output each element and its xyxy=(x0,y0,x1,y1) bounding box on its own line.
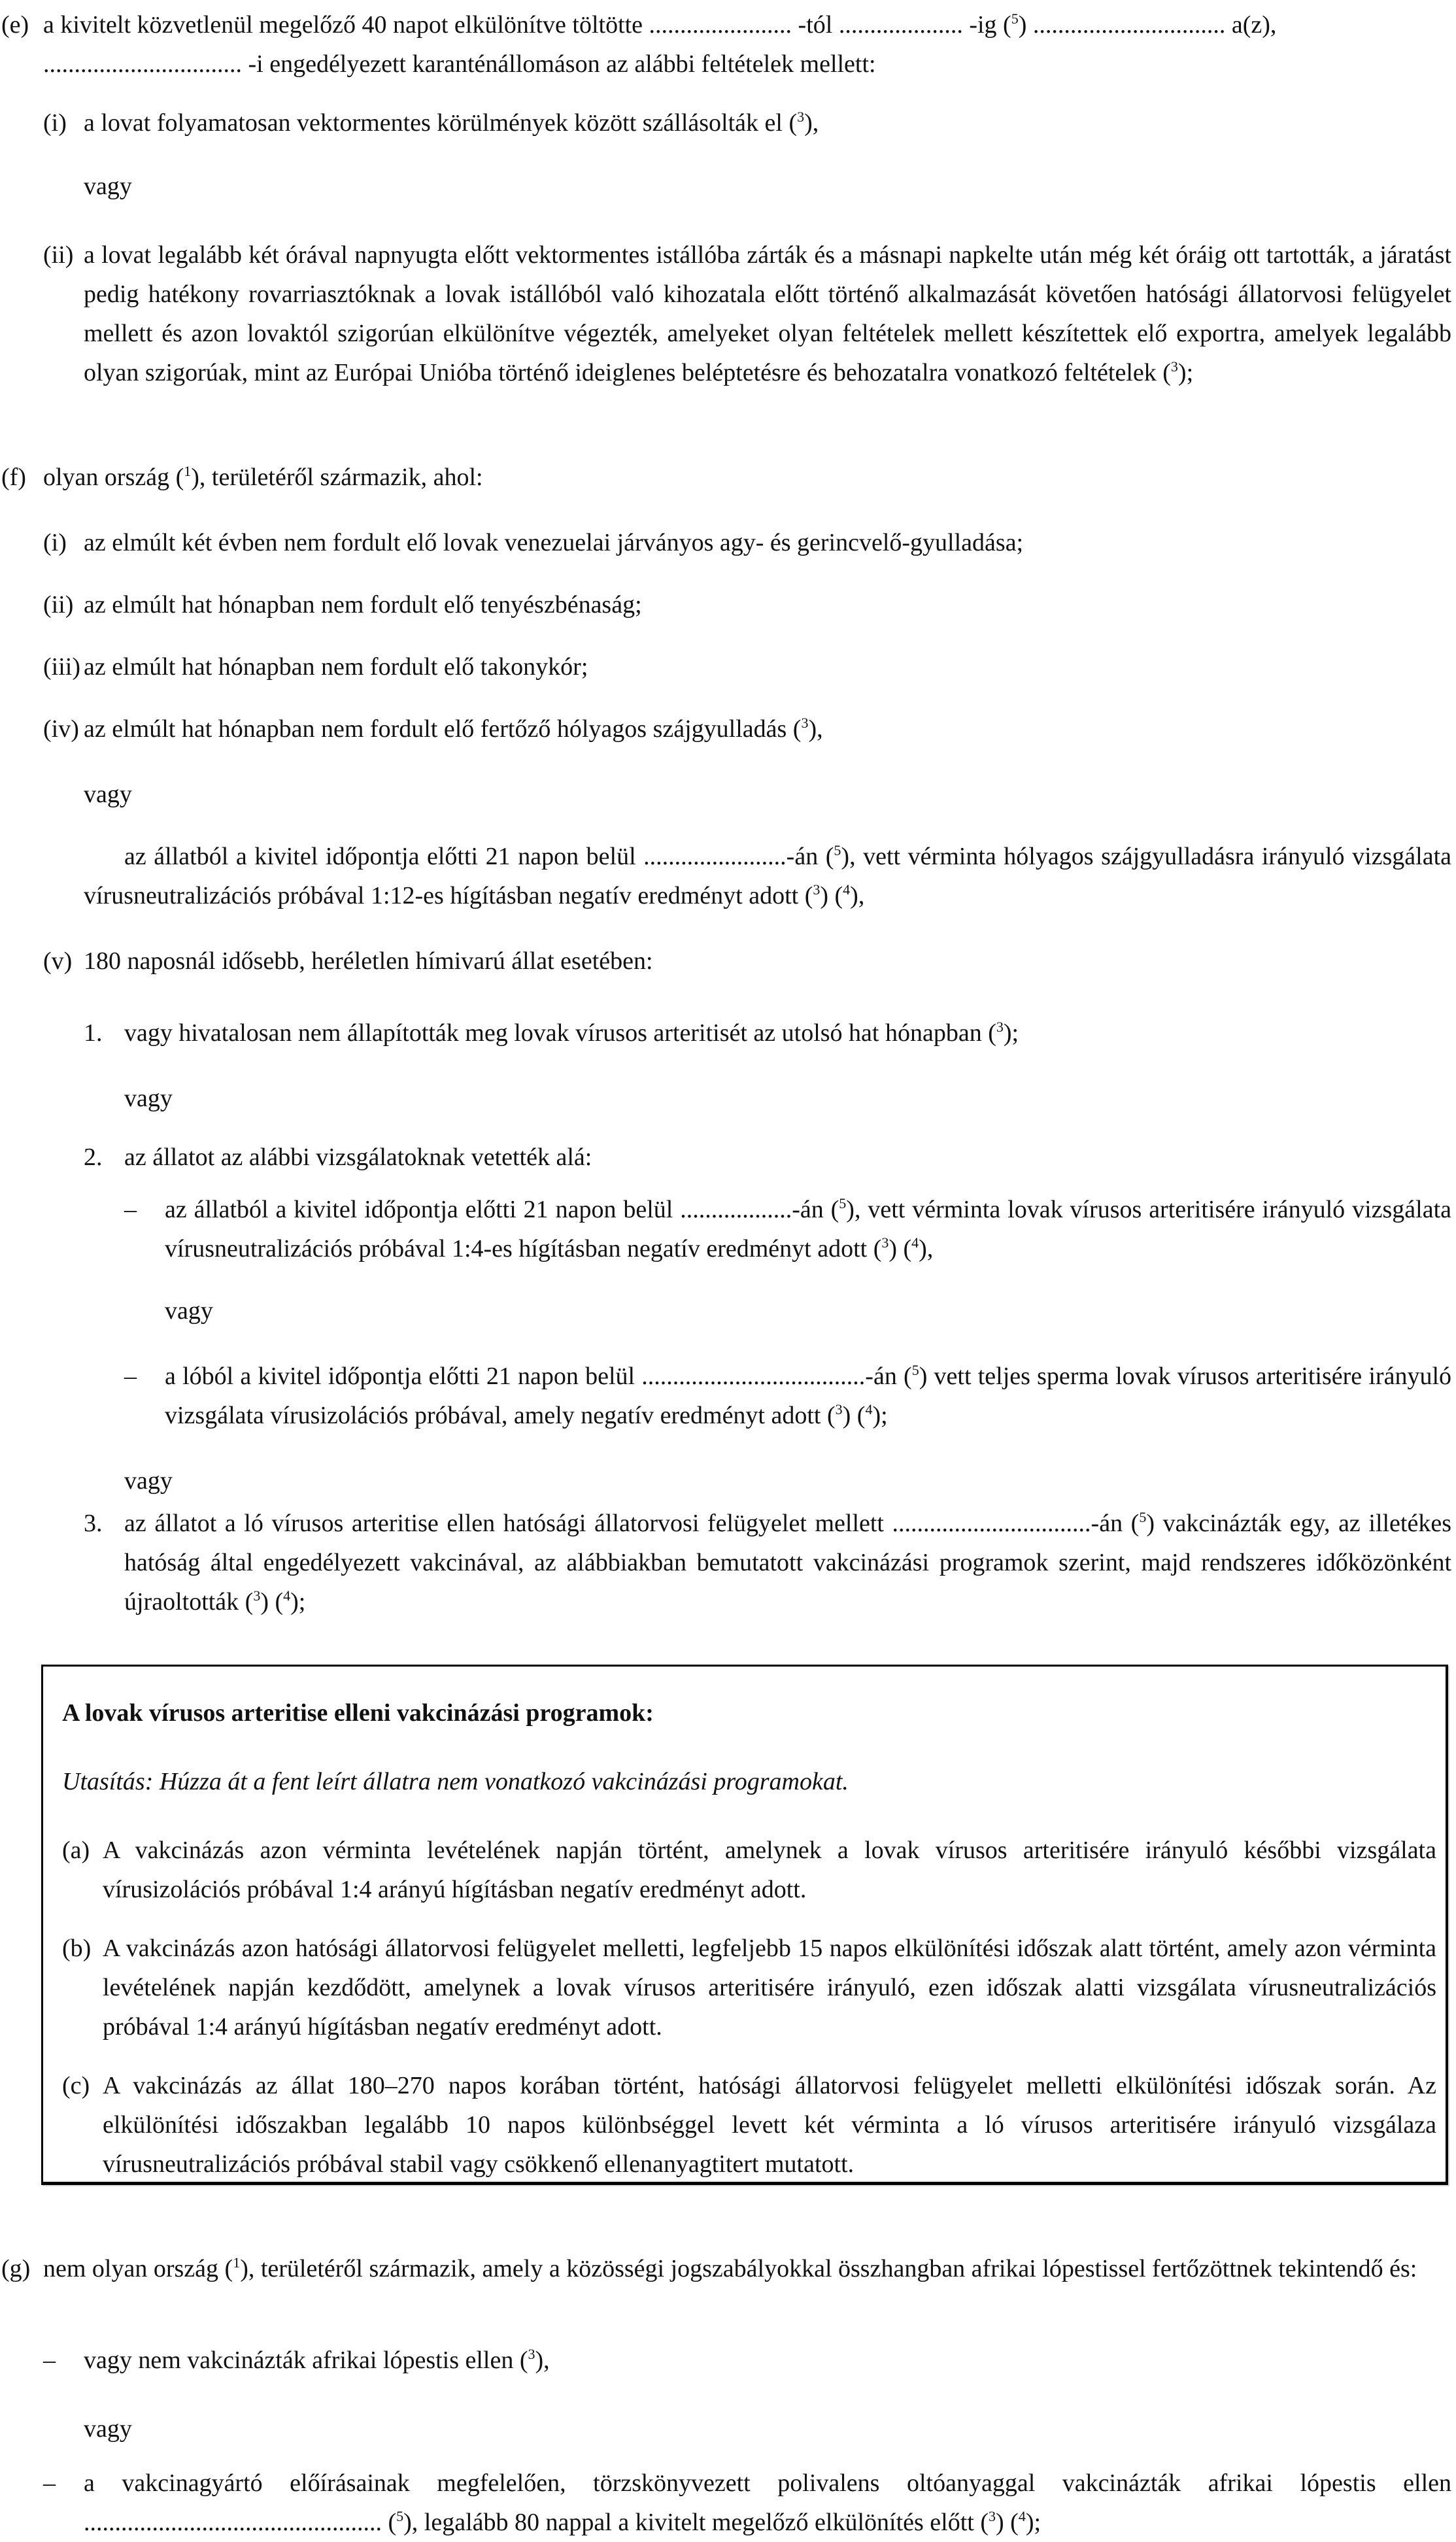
section-e-line1: a kivitelt közvetlenül megelőző 40 napot elkülönítve töltötte ....................... -tól .................... -ig ($^5$) ............................... a(z), xyxy=(43,10,1277,39)
item-label-e-i: (i) xyxy=(43,109,67,137)
item-label-e-ii: (ii) xyxy=(43,241,74,269)
section-v-3-text: az állatot a ló vírusos arteritise ellen hatósági állatorvosi felügyelet mellett ................................-án ($^5$) vakcinázták egy, az illetékes hatóság által engedélyezett vakcinával, az alábbiakban bemutatott vakcinázási programok szerint, majd rendszeres időközönként újraoltották ($^3$) ($^4$); xyxy=(124,1509,1452,1616)
section-f-iii-text: az elmúlt hat hónapban nem fordult elő takonykór; xyxy=(84,653,588,681)
dash-bullet: – xyxy=(124,1196,137,1223)
dash-bullet: – xyxy=(43,2347,56,2374)
or-connector: vagy xyxy=(124,1085,173,1112)
item-label-f-iv: (iv) xyxy=(43,715,79,743)
item-label-v-2: 2. xyxy=(84,1144,103,1171)
box-item-b-text: A vakcinázás azon hatósági állatorvosi felügyelet melletti, legfeljebb 15 napos elkülönítési időszak alatt történt, amely azon vérminta levételének napján kezdődött, amelynek a lovak vírusos arteritisére irányuló, ezen időszak alatti vizsgálata vírusneutralizációs próbával 1:4 arányú hígításban negatív eredményt adott. xyxy=(103,1935,1436,2041)
dash-bullet: – xyxy=(124,1363,137,1390)
item-label-f-iii: (iii) xyxy=(43,653,80,681)
section-f-v-text: 180 naposnál idősebb, heréletlen hímivarú állat esetében: xyxy=(84,947,653,975)
item-label-f: (f) xyxy=(1,464,26,491)
box-item-c-text: A vakcinázás az állat 180–270 napos korában történt, hatósági állatorvosi felügyelet melletti elkülönítési időszak során. Az elkülönítési időszakban legalább 10 napos különbséggel levett két vérminta a ló vírusos arteritisére irányuló vizsgálaza vírusneutralizációs próbával stabil vagy csökkenő ellenanyagtitert mutatott. xyxy=(103,2072,1436,2178)
section-f-i-text: az elmúlt két évben nem fordult elő lovak venezuelai járványos agy- és gerincvelő-gyulladása; xyxy=(84,529,1024,556)
item-label-v-3: 3. xyxy=(84,1510,103,1537)
item-label-g: (g) xyxy=(1,2255,31,2282)
box-item-label-b: (b) xyxy=(62,1935,92,1962)
section-g-text: nem olyan ország ($^1$), területéről származik, amely a közösségi jogszabályokkal összhangban afrikai lópestissel fertőzöttnek tekintendő és: xyxy=(43,2254,1417,2282)
or-connector: vagy xyxy=(84,173,132,200)
box-title: A lovak vírusos arteritise elleni vakcinázási programok: xyxy=(62,1699,654,1727)
or-connector: vagy xyxy=(84,2415,132,2443)
section-f-ii-text: az elmúlt hat hónapban nem fordult elő tenyészbénaság; xyxy=(84,591,642,619)
box-item-a-text: A vakcinázás azon vérminta levételének napján történt, amelynek a lovak vírusos arteritisére irányuló későbbi vizsgálata vírusizolációs próbával 1:4 arányú hígításban negatív eredményt adott. xyxy=(103,1837,1436,1903)
item-label-e: (e) xyxy=(1,11,29,39)
item-label-v-1: 1. xyxy=(84,1019,103,1047)
section-v-2-text: az állatot az alábbi vizsgálatoknak vetették alá: xyxy=(124,1144,592,1171)
section-f-iv-alt-text: az állatból a kivitel időpontja előtti 21 napon belül .......................-án ($^5$), vett vérminta hólyagos szájgyulladásra irányuló vizsgálata vírusneutralizációs próbával 1:12-es hígításban negatív eredményt adott ($^3$) ($^4$), xyxy=(84,842,1451,909)
box-item-label-a: (a) xyxy=(62,1837,90,1864)
section-e-i-text: a lovat folyamatosan vektormentes körülmények között szállásolták el ($^3$), xyxy=(84,109,819,137)
section-v-2-item-2: a lóból a kivitel időpontja előtti 21 napon belül ....................................-án ($^5$) vett teljes sperma lovak vírusos arteritisére irányuló vizsgálata vírusizolációs próbával, amely negatív eredményt adott ($^3$) ($^4$); xyxy=(165,1362,1451,1429)
section-f-text: olyan ország ($^1$), területéről származik, ahol: xyxy=(43,463,483,491)
or-connector: vagy xyxy=(84,781,132,808)
item-label-f-v: (v) xyxy=(43,947,73,975)
section-v-2-item-1: az állatból a kivitel időpontja előtti 21 napon belül ..................-án ($^5$), vett vérminta lovak vírusos arteritisére irányuló vizsgálata vírusneutralizációs próbával 1:4-es hígításban negatív eredményt adott ($^3$) ($^4$), xyxy=(165,1195,1451,1263)
item-label-f-ii: (ii) xyxy=(43,591,74,619)
or-connector: vagy xyxy=(165,1297,213,1325)
or-connector: vagy xyxy=(124,1467,173,1495)
section-g-item-2: a vakcinagyártó előírásainak megfelelően, törzskönyvezett polivalens oltóanyaggal vakcinázták afrikai lópestis ellen ................................................ ($^5$), legalább 80 nappal a kivitelt megelőző elkülönítés előtt ($^3$) ($^4$); xyxy=(84,2469,1451,2536)
box-item-label-c: (c) xyxy=(62,2072,90,2099)
item-label-f-i: (i) xyxy=(43,529,67,556)
dash-bullet: – xyxy=(43,2469,56,2497)
section-g-item-1: vagy nem vakcinázták afrikai lópestis ellen ($^3$), xyxy=(84,2346,550,2374)
section-f-iv-text: az elmúlt hat hónapban nem fordult elő fertőző hólyagos szájgyulladás ($^3$), xyxy=(84,715,823,743)
section-v-1-text: vagy hivatalosan nem állapították meg lovak vírusos arteritisét az utolsó hat hónapban ($^3$); xyxy=(124,1019,1019,1047)
section-e-ii-text: a lovat legalább két órával napnyugta előtt vektormentes istállóba zárták és a másnapi napkelte után még két óráig ott tartották, a járatást pedig hatékony rovarriasztóknak a lovak istállóból való kihozatala előtt történő alkalmazását követően hatósági állatorvosi felügyelet mellett és azon lovaktól szigorúan elkülönítve végezték, amelyeket olyan feltételek mellett készítettek elő exportra, amelyek legalább olyan szigorúak, mint az Európai Unióba történő ideiglenes beléptetésre és behozatalra vonatkozó feltételek ($^3$); xyxy=(84,241,1451,386)
box-instruction: Utasítás: Húzza át a fent leírt állatra nem vonatkozó vakcinázási programokat. xyxy=(62,1768,849,1795)
section-e-line2: ................................ -i engedélyezett karanténállomáson az alábbi feltételek mellett: xyxy=(43,50,876,78)
